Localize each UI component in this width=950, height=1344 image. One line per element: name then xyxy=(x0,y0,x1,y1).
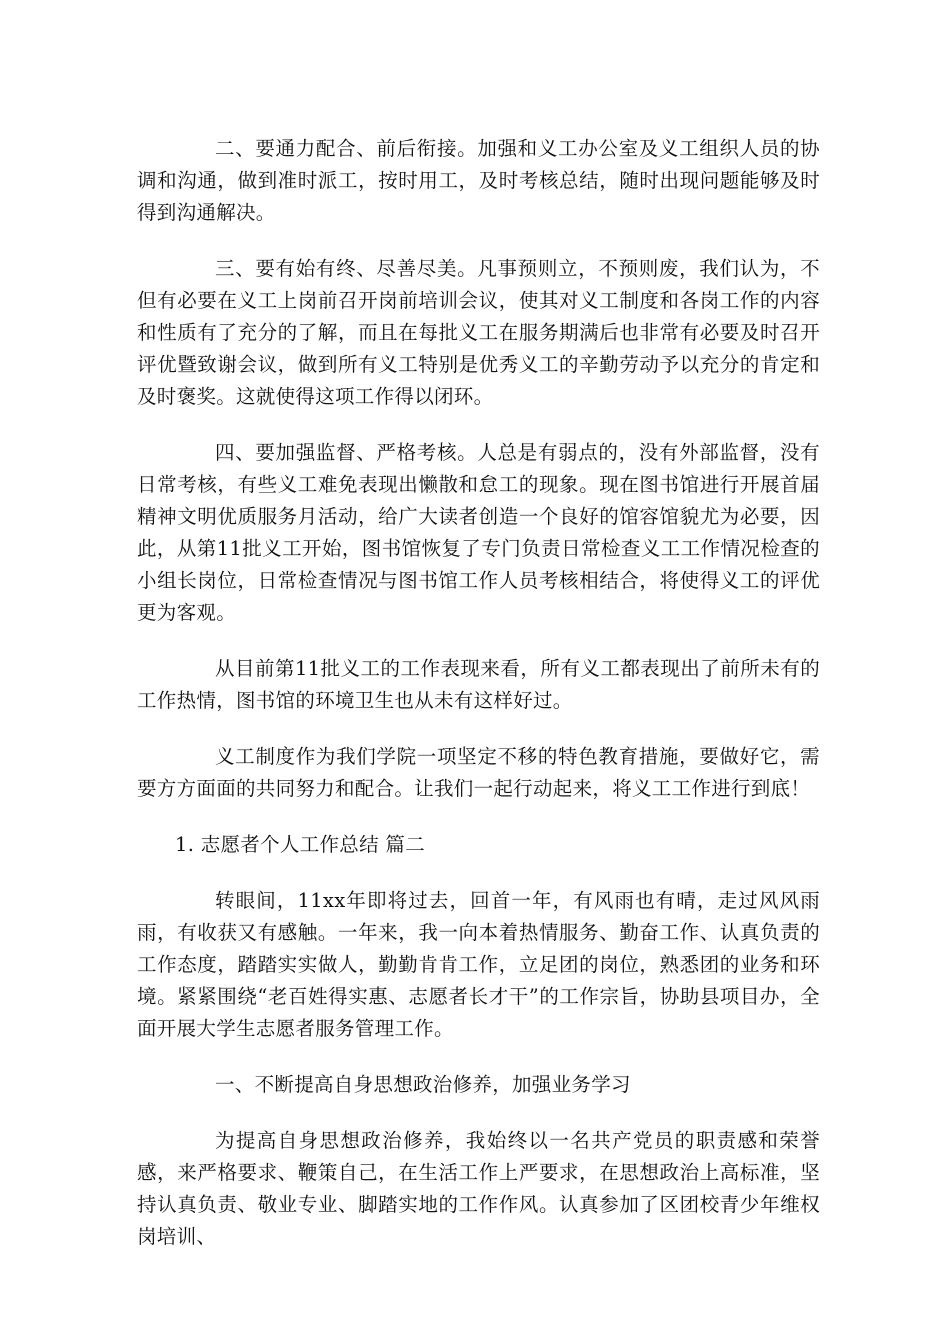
paragraph-supervision: 四、要加强监督、严格考核。人总是有弱点的，没有外部监督，没有日常考核，有些义工难免表现出懒散和怠工的现象。现在图书馆进行开展首届精神文明优质服务月活动，给广大读者创造一个良好的馆容馆貌尤为必要，因此，从第11批义工开始，图书馆恢复了专门负责日常检查义工工作情况检查的小组长岗位，日常检查情况与图书馆工作人员考核相结合，将使得义工的评优更为客观。 xyxy=(137,441,820,624)
paragraph-coordination: 二、要通力配合、前后衔接。加强和义工办公室及义工组织人员的协调和沟通，做到准时派工，按时用工，及时考核总结，随时出现问题能够及时得到沟通解决。 xyxy=(137,137,820,224)
paragraph-conclusion: 义工制度作为我们学院一项坚定不移的特色教育措施，要做好它，需要方方面面的共同努力和配合。让我们一起行动起来，将义工工作进行到底！ xyxy=(137,745,820,800)
paragraph-intro: 转眼间，11xx年即将过去，回首一年，有风雨也有晴，走过风风雨雨，有收获又有感触。一年来，我一向本着热情服务、勤奋工作、认真负责的工作态度，踏踏实实做人，勤勤肯肯工作，立足团的岗位，熟悉团的业务和环境。紧紧围绕“老百姓得实惠、志愿者长才干”的工作宗旨，协助县项目办，全面开展大学生志愿者服务管理工作。 xyxy=(137,889,820,1040)
paragraph-performance: 从目前第11批义工的工作表现来看，所有义工都表现出了前所未有的工作热情，图书馆的环境卫生也从未有这样好过。 xyxy=(137,657,820,712)
section-heading: 1. 志愿者个人工作总结 篇二 xyxy=(175,833,426,856)
paragraph-completion: 三、要有始有终、尽善尽美。凡事预则立，不预则废，我们认为，不但有必要在义工上岗前召开岗前培训会议，使其对义工制度和各岗工作的内容和性质有了充分的了解，而且在每批义工在服务期满后也非常有必要及时召开评优暨致谢会议，做到所有义工特别是优秀义工的辛勤劳动予以充分的肯定和及时褒奖。这就使得这项工作得以闭环。 xyxy=(137,257,820,408)
paragraph-study: 为提高自身思想政治修养，我始终以一名共产党员的职责感和荣誉感，来严格要求、鞭策自己，在生活工作上严要求，在思想政治上高标准，坚持认真负责、敬业专业、脚踏实地的工作作风。认真参加了区团校青少年维权岗培训、 xyxy=(137,1129,820,1248)
subsection-heading: 一、不断提高自身思想政治修养，加强业务学习 xyxy=(215,1073,631,1096)
